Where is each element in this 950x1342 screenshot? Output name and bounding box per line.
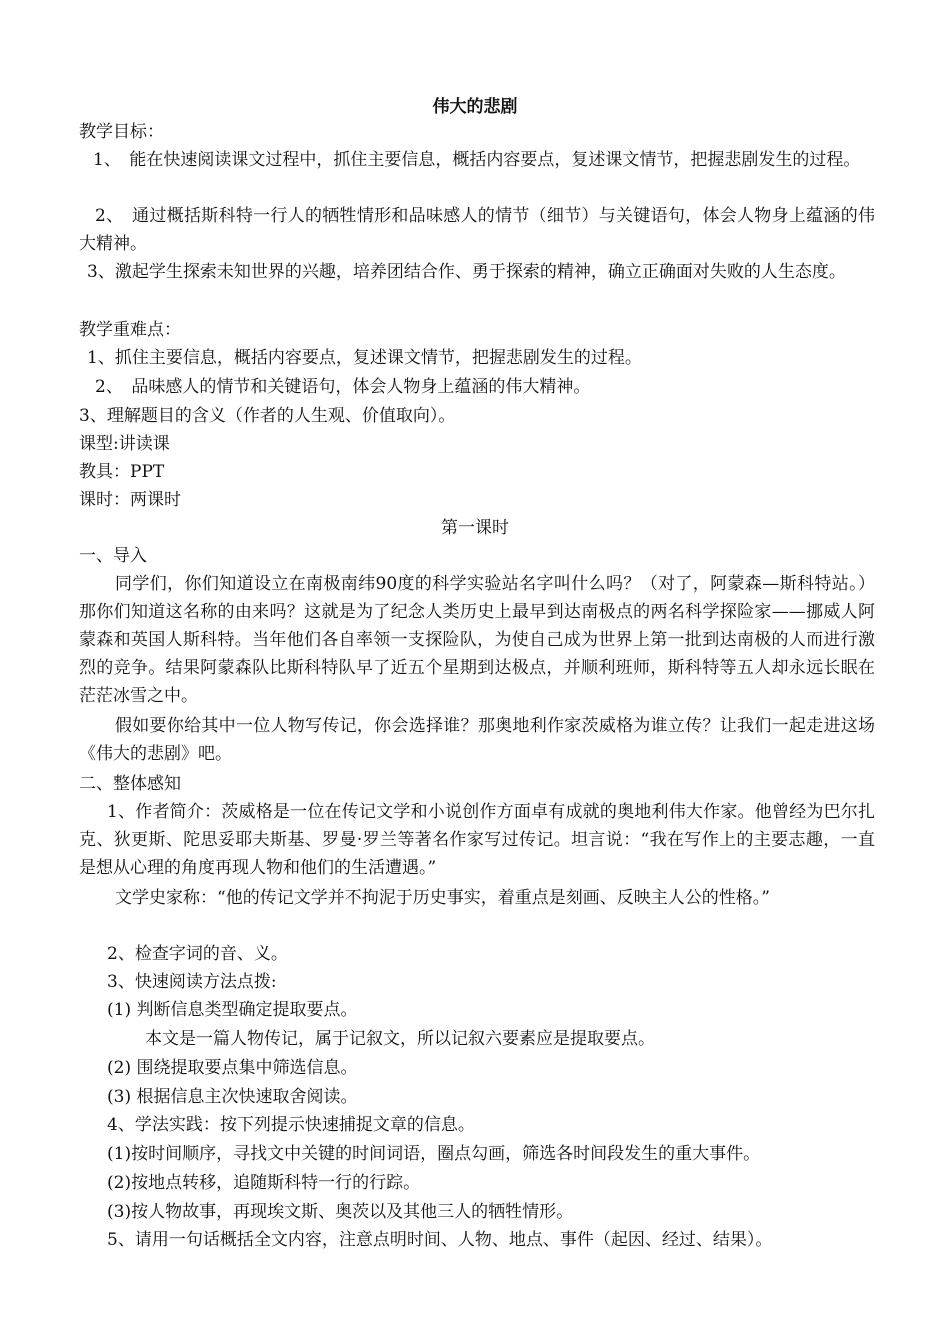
- lesson-1-heading: 第一课时: [441, 518, 509, 538]
- section-1-heading: 一、导入: [79, 546, 147, 566]
- lesson-type: 课型:讲读课: [79, 434, 170, 454]
- method-1-note: 本文是一篇人物传记，属于记叙文，所以记叙六要素应是提取要点。: [145, 1029, 655, 1049]
- method-3: (3) 根据信息主次快速取舍阅读。: [107, 1087, 358, 1107]
- intro-paragraph-2: 假如要你给其中一位人物写传记，你会选择谁？那奥地利作家茨威格为谁立传？让我们一起走进这场《伟大的悲剧》吧。: [79, 716, 875, 764]
- practice-2: (2)按地点转移，追随斯科特一行的行踪。: [107, 1173, 421, 1193]
- method-2: (2) 围绕提取要点集中筛选信息。: [107, 1058, 358, 1078]
- fast-reading-heading: 3、快速阅读方法点拨:: [107, 972, 277, 992]
- goal-3: 3、激起学生探索未知世界的兴趣，培养团结合作、勇于探索的精神，确立正确面对失败的人生态度。: [87, 262, 846, 282]
- key-heading: 教学重难点：: [79, 320, 181, 340]
- lesson-hours: 课时：两课时: [79, 490, 181, 510]
- practice-1: (1)按时间顺序，寻找文中关键的时间词语，圈点勾画，筛选各时间段发生的重大事件。: [107, 1144, 761, 1164]
- practice-heading: 4、学法实践：按下列提示快速捕捉文章的信息。: [107, 1115, 475, 1135]
- goal-2: 2、 通过概括斯科特一行人的牺牲情形和品味感人的情节（细节）与关键语句，体会人物身上蕴涵的伟大精神。: [79, 206, 875, 254]
- critic-paragraph: 文学史家称：“他的传记文学并不拘泥于历史事实，着重点是刻画、反映主人公的性格。”: [115, 888, 770, 908]
- goals-heading: 教学目标：: [79, 122, 164, 142]
- key-2: 2、 品味感人的情节和关键语句，体会人物身上蕴涵的伟大精神。: [95, 377, 591, 397]
- lesson-tools: 教具：PPT: [79, 462, 165, 482]
- goal-1: 1、 能在快速阅读课文过程中，抓住主要信息，概括内容要点，复述课文情节，把握悲剧发生的过程。: [93, 150, 861, 170]
- intro-paragraph-1: 同学们，你们知道设立在南极南纬90度的科学实验站名字叫什么吗？（对了，阿蒙森—斯科特站。）那你们知道这名称的由来吗？这就是为了纪念人类历史上最早到达南极点的两名科学探险家——挪威人阿蒙森和英国人斯科特。当年他们各自率领一支探险队，为使自己成为世界上第一批到达南极的人而进行激烈的竞争。结果阿蒙森队比斯科特队早了近五个星期到达极点，并顺利班师，斯科特等五人却永远长眠在茫茫冰雪之中。: [79, 574, 875, 706]
- section-2-heading: 二、整体感知: [79, 774, 181, 794]
- key-3: 3、理解题目的含义（作者的人生观、价值取向）。: [79, 406, 456, 426]
- author-paragraph: 1、作者简介：茨威格是一位在传记文学和小说创作方面卓有成就的奥地利伟大作家。他曾经为巴尔扎克、狄更斯、陀思妥耶夫斯基、罗曼·罗兰等著名作家写过传记。坦言说：“我在写作上的主要志趣，一直是想从心理的角度再现人物和他们的生活遭遇。”: [79, 802, 875, 878]
- summary-task: 5、请用一句话概括全文内容，注意点明时间、人物、地点、事件（起因、经过、结果）。: [107, 1230, 773, 1250]
- method-1: (1) 判断信息类型确定提取要点。: [107, 1000, 358, 1020]
- document-title: 伟大的悲剧: [432, 97, 518, 117]
- key-1: 1、抓住主要信息，概括内容要点，复述课文情节，把握悲剧发生的过程。: [87, 348, 642, 368]
- practice-3: (3)按人物故事，再现埃文斯、奥茨以及其他三人的牺牲情形。: [107, 1202, 574, 1222]
- check-words: 2、检查字词的音、义。: [107, 944, 288, 964]
